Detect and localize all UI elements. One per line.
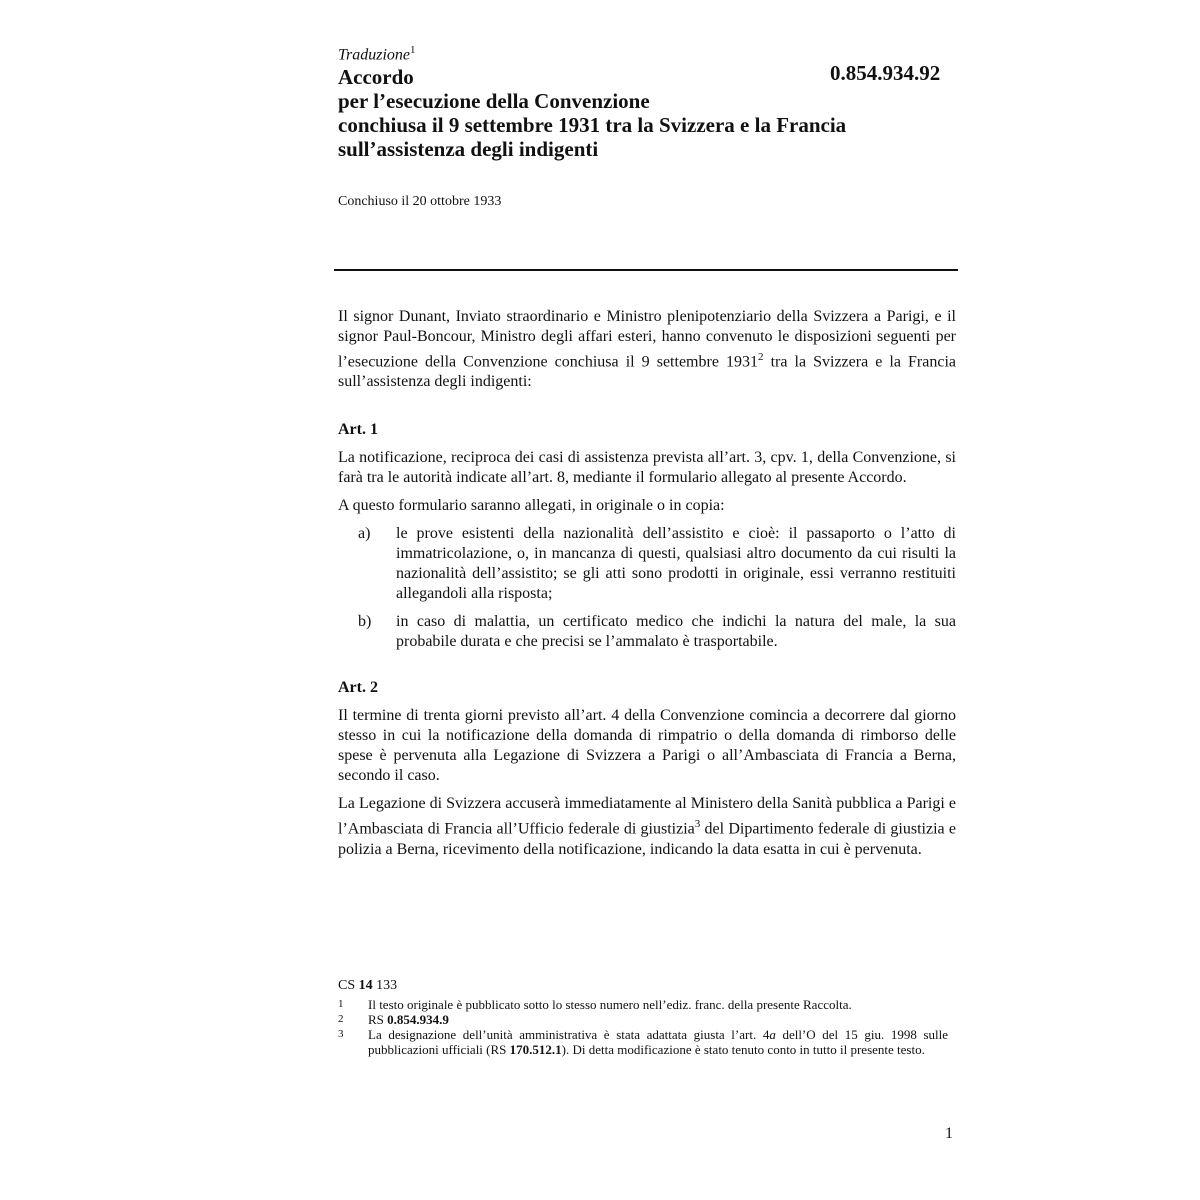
document-body [338,307,956,868]
article-1-paragraph-1: La notificazione, reciproca dei casi di assistenza prevista all’art. 3, cpv. 1, della Convenzione, si farà tra le autorità indicate all’art. 8, mediante il formulario allegato al presente Accordo. [338,449,956,487]
page-number: 1 [945,1125,953,1142]
header-divider [334,269,958,271]
article-2-paragraph-2: La Legazione di Svizzera accuserà immediatamente al Ministero della Sanità pubblica a Parigi e l’Ambasciata di Francia all’Ufficio federale di giustizia$^3$ del Dipartimento federale di giustizia e polizia a Berna, ricevimento della notificazione, indicando la data esatta in cui è pervenuta. [338,795,957,858]
article-1-list [338,524,956,652]
footnote-ref-2[interactable]: 2 [758,351,764,363]
footnote-ref-3[interactable]: 3 [694,818,701,831]
list-item: a) le prove esistenti della nazionalità dell’assistito e cioè: il passaporto o l’atto di immatricolazione, o, in mancanza di questi, qualsiasi altro documento da cui risulti la nazionalità dell’assistito; se gli atti sono prodotti in originale, essi verranno restituiti allegandoli alla risposta; [358,525,956,603]
article-2-heading: Art. 2 [338,679,378,697]
footnotes [338,978,948,1057]
title-line-2: per l’esecuzione della Convenzione [338,89,650,114]
footnote-1: 1 Il testo originale è pubblicato sotto lo stesso numero nell’ediz. franc. della presente Raccolta. [338,997,852,1012]
concluded-date: Conchiuso il 20 ottobre 1933 [338,194,502,210]
article-1-heading: Art. 1 [338,421,378,439]
footnote-3: 3 La designazione dell’unità amministrativa è stata adattata giusta l’art. 4a dell’O del 15 giu. 1998 sulle pubblicazioni ufficiali (RS 170.512.1). Di detta modificazione è stato tenuto conto in tutto il presente testo. [338,1027,948,1057]
title-line-4: sull’assistenza degli indigenti [338,137,599,162]
rs-link[interactable]: 170.512.1 [509,1042,562,1057]
cs-reference: CS 14 133 [338,978,398,993]
article-2-paragraph-1: Il termine di trenta giorni previsto all’art. 4 della Convenzione comincia a decorrere dal giorno stesso in cui la notificazione della domanda di rimpatrio o della domanda di rimborso delle spese è pervenuta alla Legazione di Svizzera a Parigi o all’Ambasciata di Francia a Berna, secondo il caso. [338,707,956,785]
title-line-1: Accordo [338,65,414,90]
footnote-2: 2 RS 0.854.934.9 [338,1012,449,1027]
rs-link[interactable]: 0.854.934.9 [387,1012,449,1027]
article-1-paragraph-2: A questo formulario saranno allegati, in originale o in copia: [338,497,725,515]
title-line-3: conchiusa il 9 settembre 1931 tra la Svizzera e la Francia [338,113,847,138]
translation-label: Traduzione [338,46,411,64]
list-item: b) in caso di malattia, un certificato medico che indichi la natura del male, la sua probabile durata e che precisi se l’ammalato è trasportabile. [358,613,956,651]
preamble: Il signor Dunant, Inviato straordinario e Ministro plenipotenziario della Svizzera a Parigi, e il signor Paul-Boncour, Ministro degli affari esteri, hanno convenuto le disposizioni seguenti per l’esecuzione della Convenzione conchiusa il 9 settembre 1931$^2$ tra la Svizzera e la Francia sull’assistenza degli indigenti: [338,308,957,391]
footnote-ref-1[interactable]: 1 [410,44,416,56]
systematic-number: 0.854.934.92 [830,61,941,85]
